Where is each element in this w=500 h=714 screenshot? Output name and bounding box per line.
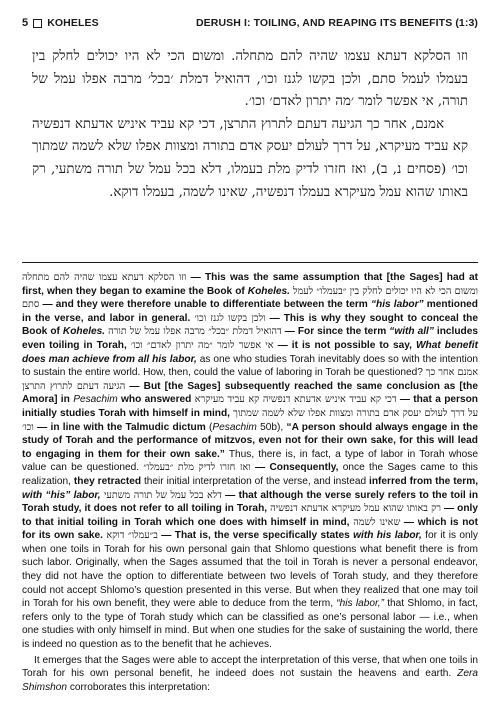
commentary-text: who answered	[117, 394, 192, 406]
commentary-text: What benefit does man achieve from all his labor,	[22, 339, 478, 365]
commentary-text: Thus, there is, in fact, a type of labor in Torah whose value can be questioned.	[22, 448, 478, 474]
commentary-text: specifically	[262, 530, 318, 542]
commentary-text: with “his” labor,	[22, 489, 101, 501]
commentary-text: includes even toiling in Torah,	[22, 326, 478, 351]
commentary-text: — This was the same assumption that [the Sages] had at first, when they began to examine the Book of	[22, 272, 479, 297]
commentary-text: once the Sages came to this realization,	[22, 462, 478, 487]
hebrew-lemma: דהואיל דמלת ״בכל״ מרבה אפלו עמל של תורה	[108, 326, 282, 338]
commentary-text: “his labor,”	[336, 598, 384, 610]
book-title: KOHELES	[47, 17, 99, 29]
commentary-text: — it is not possible to say,	[273, 339, 416, 351]
commentary-text: (	[205, 421, 213, 433]
commentary-text: mentioned in the verse, and labor in general.	[22, 299, 478, 324]
hebrew-lemma: שאינו לשמה	[353, 516, 401, 528]
commentary-text: — which is not for its own sake.	[22, 516, 478, 542]
english-commentary	[22, 271, 478, 694]
hebrew-lemma: דלא בכל עמל של תורה משתעי	[103, 489, 222, 501]
commentary-text: Pesachim	[73, 394, 118, 406]
hebrew-lemma: דכי קא עביד איניש אדעתא דנפשיה קא עביד מעיקרא	[194, 394, 397, 406]
commentary-text: 50b),	[256, 421, 287, 433]
commentary-text: — Consequently,	[250, 462, 339, 474]
commentary-text: — This is why they sought to conceal the Book of	[22, 312, 478, 338]
hebrew-lemma: ואז חזרו לדיק מלת ״בעמלו״	[143, 462, 251, 474]
commentary-text: — in line with the Talmudic dictum	[33, 421, 206, 433]
commentary-text: states	[317, 530, 354, 542]
commentary-text: as one who studies Torah inevitably does so with the intention to sustain the entire world. How, then, could the value of laboring in Torah be questioned?	[22, 353, 478, 379]
commentary-paragraph	[22, 271, 478, 652]
commentary-text: — But [the Sages] subsequently reached the same conclusion as [the Amora] in	[22, 380, 478, 406]
commentary-text: It emerges that the Sages were able to accept the interpretation of this verse, that when one toils in Torah for his own personal benefit, he indeed does not sustain the heavens and earth.	[22, 654, 478, 680]
header-left	[22, 17, 99, 29]
commentary-text: Pesachim	[212, 421, 257, 433]
commentary-text: — For since the term	[281, 326, 390, 338]
commentary-paragraph	[22, 654, 478, 695]
hebrew-lemma: רק באותו שהוא עמל מעיקרא אדעתא דנפשיה	[270, 503, 441, 515]
commentary-text: — that a person initially studies Torah with himself in mind,	[22, 394, 478, 419]
section-title: DERUSH I: TOILING, AND REAPING ITS BENEFITS (1:3)	[195, 17, 478, 29]
hebrew-lemma: ולכן בקשו לגנז וכו׳	[194, 312, 266, 324]
hebrew-lemma: אי אפשר לומר ״מה יתרון לאדם״ וכו׳	[130, 339, 274, 351]
hebrew-paragraph-2: אמנם, אחר כך הגיעה דעתם לתרוץ התרצן, דכי קא עביד איניש אדעתא דנפשיה קא עביד מעיקרא, על דרך לעולם יעסק אדם בתורה ומצוות אפלו שלא לשמה שמתוך וכו׳ (פסחים נ, ב), ואז חזרו לדיק מלת בעמלו, דלא בכל עמל של תורה משתעי, רק באותו שהוא עמל מעיקרא בעמלו דנפשיה, שאינו לשמה, בעמלו דוקא.	[32, 116, 468, 200]
commentary-text: with his labor,	[353, 530, 422, 542]
commentary-text: that Shlomo, in fact, refers only to the type of Torah study which can be classified as one’s personal labor — i.e., when one studies with only himself in mind. But when one studies for the sake of sustaining the world, there is indeed no question as to the benefit that he achieves.	[22, 598, 478, 651]
commentary-text: — and they were therefore unable to differentiate between the term	[39, 299, 371, 311]
commentary-text: “his labor”	[370, 299, 424, 311]
hebrew-lemma: ומשום הכי לא היו יכולים לחלק בין ״בעמלו״ לעמל סתם	[22, 285, 478, 311]
commentary-text: corroborates this interpretation:	[67, 681, 210, 693]
commentary-text: Koheles.	[62, 326, 106, 338]
divider-rule	[22, 262, 478, 263]
commentary-text: Koheles.	[247, 285, 290, 297]
page-number: 5	[22, 17, 29, 29]
commentary-text: inferred from the term,	[369, 475, 479, 487]
hebrew-source-text	[22, 46, 478, 248]
commentary-text: their initial interpretation of the verse, and instead	[141, 475, 370, 487]
commentary-text: they retracted	[73, 475, 142, 487]
commentary-text: for it is only when one toils in Torah for his own personal gain that Shlomo questions what benefit there is from such labor. Originally, when the Sages assumed that the toil in Torah is never a personal endeavor, they did not have the option to differentiate between two levels of Torah study, and they therefore could not accept Shlomo’s question presented in this verse. But when they realized that one may toil in Torah for his own benefit, they were able to deduce from the term,	[22, 530, 478, 610]
commentary-text: — only to that initial toiling in Torah which one does with himself in mind,	[22, 503, 478, 528]
hebrew-lemma: על דרך לעולם יעסק אדם בתורה ומצוות אפלו שלא לשמה שמתוך וכו׳	[22, 407, 478, 433]
commentary-text: Zera Shimshon	[22, 668, 478, 693]
commentary-text: — That is, the verse	[157, 530, 263, 542]
hebrew-lemma: אמנם אחר כך הגיעה דעתם לתרוץ התרצן	[22, 367, 478, 392]
hebrew-lemma: ב״עמלו״ דוקא	[106, 530, 158, 542]
hebrew-lemma: וזו הסלקא דעתא עצמו שהיה להם מתחלה	[22, 272, 187, 283]
commentary-text: — that although the verse surely refers to the toil in Torah study, it does not refer to all toiling in Torah,	[22, 489, 479, 515]
commentary-text: “A person should always engage in the study of Torah and the performance of mitzvos, even not for their own sake, for this will lead to engaging in them for their own sake.”	[22, 421, 478, 460]
square-ornament-icon	[33, 19, 42, 28]
commentary-text: “with all”	[389, 326, 434, 338]
hebrew-paragraph-1: וזו הסלקא דעתא עצמו שהיה להם מתחלה. ומשום הכי לא היו יכולים לחלק בין בעמלו לעמל סתם, ולכן בקשו לגנז וכו׳, דהואיל דמלת ׳בכל׳ מרבה אפלו עמל של תורה, אי אפשר לומר ׳מה יתרון לאדם׳ וכו׳.	[32, 49, 468, 110]
running-header	[22, 14, 478, 32]
